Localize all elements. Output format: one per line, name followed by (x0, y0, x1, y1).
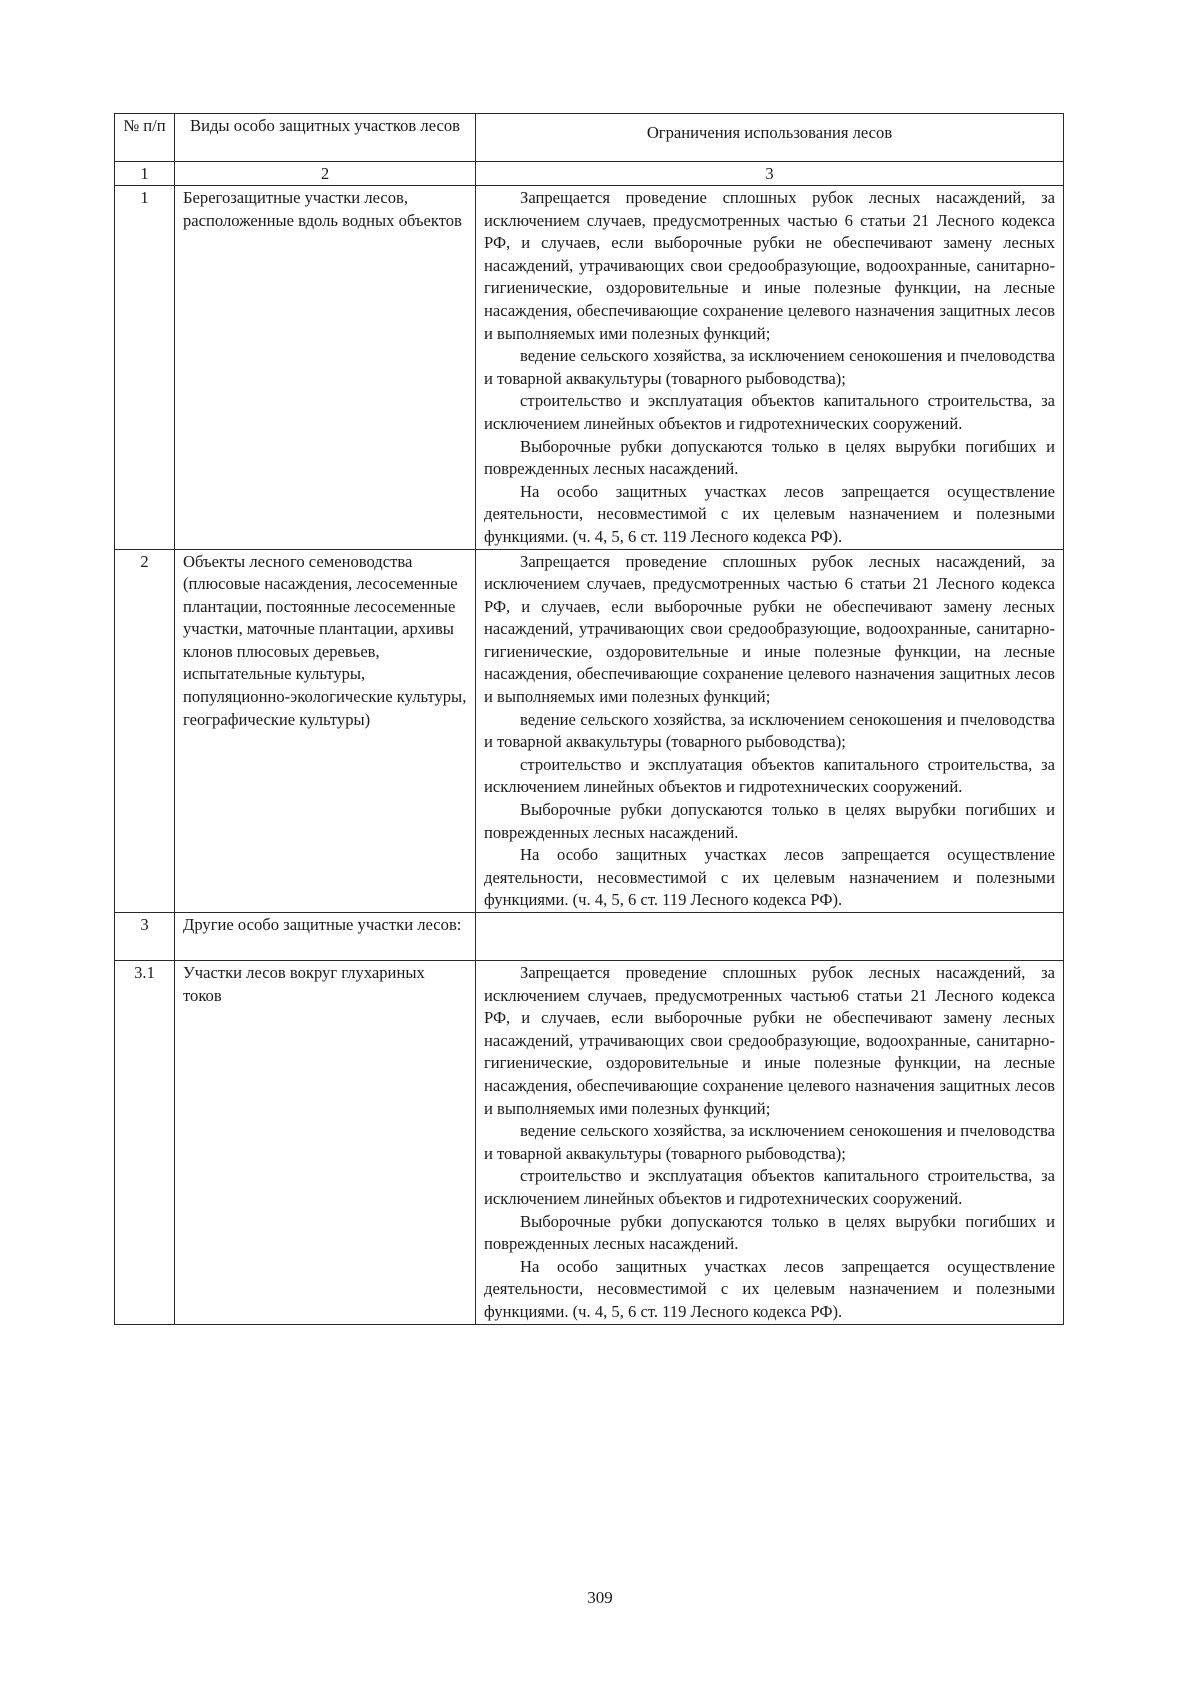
row-number: 3 (115, 913, 175, 961)
header-restrictions: Ограничения использования лесов (476, 114, 1064, 162)
column-number: 3 (476, 162, 1064, 186)
column-number: 2 (175, 162, 476, 186)
row-kind: Другие особо защитные участки лесов: (175, 913, 476, 961)
row-restrictions (476, 186, 1064, 550)
restriction-paragraph: строительство и эксплуатация объектов капитального строительства, за исключением линейных объектов и гидротехнических сооружений. (484, 391, 1055, 433)
column-number: 1 (115, 162, 175, 186)
restriction-paragraph: На особо защитных участках лесов запрещается осуществление деятельности, несовместимой с их целевым назначением и полезными функциями. (ч. 4, 5, 6 ст. 119 Лесного кодекса РФ). (484, 481, 1055, 546)
row-kind: Берегозащитные участки лесов, расположенные вдоль водных объектов (175, 186, 476, 550)
restriction-paragraph: ведение сельского хозяйства, за исключением сенокошения и пчеловодства и товарной аквакультуры (товарного рыбоводства); (484, 709, 1055, 752)
restriction-paragraph: На особо защитных участках лесов запрещается осуществление деятельности, несовместимой с их целевым назначением и полезными функциями. (ч. 4, 5, 6 ст. 119 Лесного кодекса РФ). (484, 1256, 1055, 1321)
header-kind: Виды особо защитных участков лесов (175, 114, 476, 162)
restriction-paragraph: На особо защитных участках лесов запрещается осуществление деятельности, несовместимой с их целевым назначением и полезными функциями. (ч. 4, 5, 6 ст. 119 Лесного кодекса РФ). (484, 845, 1055, 910)
table-header-row (115, 114, 1064, 162)
row-kind: Участки лесов вокруг глухариных токов (175, 961, 476, 1325)
restriction-paragraph: Выборочные рубки допускаются только в целях вырубки погибших и поврежденных лесных насаждений. (484, 1211, 1055, 1254)
row-number: 1 (115, 186, 175, 550)
row-restrictions-empty (476, 913, 1064, 961)
restriction-paragraph: Запрещается проведение сплошных рубок лесных насаждений, за исключением случаев, предусмотренных частью 6 статьи 21 Лесного кодекса РФ, и случаев, если выборочные рубки не обеспечивают замену лесных насаждений, утрачивающих свои средообразующие, водоохранные, санитарно-гигиенические, оздоровительные и иные полезные функции, на лесные насаждения, обеспечивающие сохранение целевого назначения защитных лесов и выполняемых ими полезных функций; (484, 551, 1055, 707)
restriction-paragraph: Запрещается проведение сплошных рубок лесных насаждений, за исключением случаев, предусмотренных частью 6 статьи 21 Лесного кодекса РФ, и случаев, если выборочные рубки не обеспечивают замену лесных насаждений, утрачивающих свои средообразующие, водоохранные, санитарно-гигиенические, оздоровительные и иные полезные функции, на лесные насаждения, обеспечивающие сохранение целевого назначения защитных лесов и выполняемых ими полезных функций; (484, 188, 1055, 343)
table-row (115, 913, 1064, 961)
column-number-row (115, 162, 1064, 186)
table-row (115, 186, 1064, 550)
restriction-paragraph: ведение сельского хозяйства, за исключением сенокошения и пчеловодства и товарной аквакультуры (товарного рыбоводства); (484, 346, 1055, 388)
restriction-paragraph: Запрещается проведение сплошных рубок лесных насаждений, за исключением случаев, предусмотренных частью6 статьи 21 Лесного кодекса РФ, и случаев, если выборочные рубки не обеспечивают замену лесных насаждений, утрачивающих свои средообразующие, водоохранные, санитарно-гигиенические, оздоровительные и иные полезные функции, на лесные насаждения, обеспечивающие сохранение целевого назначения защитных лесов и выполняемых ими полезных функций; (484, 963, 1055, 1118)
restriction-paragraph: строительство и эксплуатация объектов капитального строительства, за исключением линейных объектов и гидротехнических сооружений. (484, 754, 1055, 797)
restriction-paragraph: Выборочные рубки допускаются только в целях вырубки погибших и поврежденных лесных насаждений. (484, 436, 1055, 479)
row-number: 3.1 (115, 961, 175, 1325)
restrictions-table (114, 113, 1064, 1325)
restriction-paragraph: строительство и эксплуатация объектов капитального строительства, за исключением линейных объектов и гидротехнических сооружений. (484, 1166, 1055, 1208)
table-row (115, 961, 1064, 1325)
row-number: 2 (115, 549, 175, 913)
row-restrictions (476, 961, 1064, 1325)
row-kind: Объекты лесного семеноводства (плюсовые насаждения, лесосеменные плантации, постоянные лесосеменные участки, маточные плантации, архивы клонов плюсовых деревьев, испытательные культуры, популяционно-экологические культуры, географические культуры) (175, 549, 476, 913)
restriction-paragraph: Выборочные рубки допускаются только в целях вырубки погибших и поврежденных лесных насаждений. (484, 800, 1055, 842)
restriction-paragraph: ведение сельского хозяйства, за исключением сенокошения и пчеловодства и товарной аквакультуры (товарного рыбоводства); (484, 1121, 1055, 1163)
header-number: № п/п (115, 114, 175, 162)
page-number: 309 (587, 1588, 613, 1607)
row-restrictions (476, 549, 1064, 913)
table-row (115, 549, 1064, 913)
